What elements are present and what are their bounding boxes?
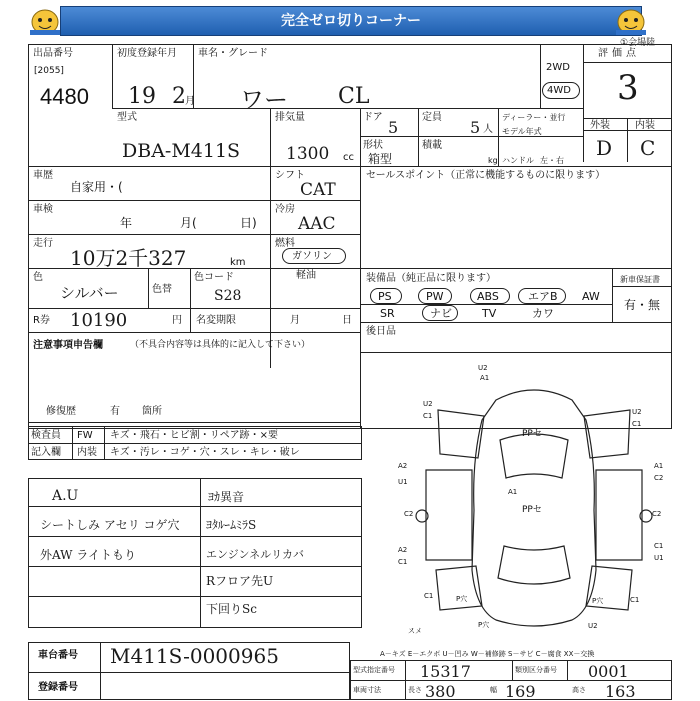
rear-seat-label: 後日品: [366, 326, 396, 337]
mark-phole-br: P穴: [592, 597, 604, 605]
exterior-value: D: [596, 136, 613, 160]
warranty-value: 有・無: [624, 298, 661, 312]
inspection-day: 日): [240, 216, 257, 230]
entry-label: 記入欄: [31, 447, 61, 458]
score-label: 評価点: [598, 48, 640, 59]
mark-sume: スメ: [408, 627, 422, 635]
mark-a1-right: A1: [654, 462, 664, 470]
size-label: 車両寸法: [353, 686, 381, 694]
notes-label: 注意事項申告欄: [33, 340, 103, 351]
score-value: 3: [617, 68, 639, 108]
shape-label: 形状: [363, 140, 383, 151]
mascot-right-icon: [614, 6, 648, 36]
inspection-label: 車検: [33, 204, 53, 215]
color-value: シルバー: [60, 284, 119, 302]
handle-value: 左・右: [540, 156, 564, 165]
mark-c1-right: C1: [632, 420, 642, 428]
fuel-label: 燃料: [275, 238, 295, 249]
size-length-label: 長さ: [408, 686, 422, 694]
mark-c2-left: C2: [404, 510, 414, 518]
mascot-left-icon: [28, 6, 62, 36]
entry-items: キズ・汚レ・コゲ・穴・スレ・キレ・破レ: [110, 447, 300, 458]
shape-value: 箱型: [368, 152, 393, 166]
reg-number-label: 登録番号: [38, 682, 78, 693]
type-value: DBA-M411S: [122, 140, 241, 162]
repair-label: 修復歴: [46, 406, 76, 417]
registration-month: 2: [172, 84, 186, 109]
equip-pw: PW: [426, 290, 444, 303]
interior-label: 内装: [635, 120, 655, 131]
handle-label: ハンドル: [502, 156, 534, 165]
color-label: 色: [33, 272, 43, 283]
mark-a1-center: A1: [508, 488, 518, 496]
model-year-label: モデル年式: [502, 127, 542, 136]
inspection-year: 年: [120, 216, 133, 230]
class-value: 0001: [588, 662, 629, 681]
mark-u2-right: U2: [632, 408, 642, 416]
equip-navi: ナビ: [430, 307, 452, 320]
shift-label: シフト: [275, 170, 305, 181]
recycle-label: R券: [33, 315, 50, 326]
registration-month-unit: 月: [185, 96, 195, 107]
registration-label: 初度登録年月: [117, 48, 177, 59]
color-code-label: 色コード: [194, 272, 234, 283]
remark-right-4: Rフロア先U: [206, 574, 274, 588]
aircon-label: 冷房: [275, 204, 295, 215]
damage-legend: A－キズ E－エクボ U－凹み W－補修跡 S－サビ C－腐食 XX－交換: [380, 650, 595, 658]
fuel-opt2: 軽油: [296, 270, 316, 281]
dealer-label: ディーラー・並行: [502, 113, 566, 122]
mark-phole-bl: P穴: [456, 595, 468, 603]
drive-4wd: 4WD: [547, 85, 571, 96]
mark-c1-br: C1: [630, 596, 640, 604]
interior-value: C: [640, 136, 656, 160]
mark-u2-left: U2: [423, 400, 433, 408]
inspection-month: 月(: [180, 216, 197, 230]
chassis-value: M411S-0000965: [110, 644, 279, 668]
venue-label: ①会場陸: [620, 38, 656, 48]
doors-value: 5: [388, 118, 399, 137]
mark-ppse-top: PPセ: [522, 429, 542, 439]
name-change-month: 月: [290, 315, 300, 326]
registration-year: 19: [128, 84, 156, 109]
type-no-value: 15317: [420, 662, 471, 681]
mark-c1-right2: C1: [654, 542, 664, 550]
notes-hint: （不具合内容等は具体的に記入して下さい）: [130, 340, 311, 350]
drive-2wd: 2WD: [546, 62, 570, 73]
remark-left-2: シートしみ アセリ コゲ穴: [40, 518, 180, 532]
type-no-label: 型式指定番号: [353, 666, 395, 674]
load-label: 積載: [422, 140, 442, 151]
lot-label: 出品番号: [33, 48, 73, 59]
checker-row-label: FW: [77, 430, 93, 441]
equip-leather: カワ: [532, 307, 554, 320]
chassis-label: 車台番号: [38, 650, 78, 661]
doors-label: ドア: [363, 112, 383, 123]
capacity-value: 5: [470, 118, 481, 137]
mileage-label: 走行: [33, 238, 53, 249]
mark-a2-left: A2: [398, 462, 408, 470]
remark-left-3: 外AW ライトもり: [40, 548, 136, 562]
history-value: 自家用・(: [70, 180, 123, 194]
mileage-unit: km: [230, 257, 246, 268]
banner-title: 完全ゼロ切りコーナー: [281, 13, 421, 29]
banner: [60, 6, 642, 36]
mileage-value: 10万2千327: [70, 246, 187, 270]
equip-ps: PS: [378, 290, 392, 303]
mark-a2-left2: A2: [398, 546, 408, 554]
size-height-value: 163: [605, 682, 636, 701]
repair-value: 有: [110, 406, 120, 417]
type-label: 型式: [117, 112, 137, 123]
name-change-label: 名変期限: [196, 315, 236, 326]
checker-label: 検査員: [31, 430, 61, 441]
equip-abs: ABS: [477, 290, 499, 303]
remark-right-2: ﾖﾀﾙｰﾑﾐﾗS: [206, 518, 257, 532]
mark-ppse-center: PPセ: [522, 505, 542, 515]
class-label: 類別区分番号: [515, 666, 557, 674]
recycle-unit: 円: [172, 315, 182, 326]
mark-c2-right2: C2: [652, 510, 662, 518]
mark-c2-right: C2: [654, 474, 664, 482]
equipment-label: 装備品（純正品に限ります）: [366, 273, 496, 284]
remark-right-1: ﾖｶ異音: [208, 490, 245, 504]
displacement-value: 1300: [286, 144, 330, 164]
equip-sr: SR: [380, 307, 395, 320]
mark-phole-bottom: P穴: [478, 621, 490, 629]
color-tone-label: 色替: [152, 284, 172, 295]
mark-u2-top: U2: [478, 364, 488, 372]
model-label: 車名・グレード: [198, 48, 268, 59]
model-name: ワー: [240, 86, 288, 114]
checker-items: キズ・飛石・ヒビ割・リペア跡・×要: [110, 430, 278, 441]
mark-u2-bottom: U2: [588, 622, 598, 630]
size-length-value: 380: [425, 682, 456, 701]
aircon-value: AAC: [298, 214, 336, 234]
load-unit: kg: [488, 156, 498, 165]
lot-number: 4480: [40, 84, 89, 109]
mark-a1-top: A1: [480, 374, 490, 382]
remark-right-5: 下回りSc: [206, 602, 257, 616]
name-change-day: 日: [342, 315, 352, 326]
shift-value: CAT: [300, 180, 336, 200]
mark-c1-left2: C1: [398, 558, 408, 566]
mark-c1-left: C1: [423, 412, 433, 420]
recycle-value: 10190: [70, 310, 128, 331]
size-height-label: 高さ: [572, 686, 586, 694]
sales-point-label: セールスポイント（正常に機能するものに限ります）: [366, 170, 606, 181]
equip-tv: TV: [482, 307, 497, 320]
history-label: 車歴: [33, 170, 53, 181]
equip-airbag: エアB: [528, 290, 558, 303]
color-code-value: S28: [214, 288, 242, 304]
exterior-label: 外装: [590, 120, 610, 131]
size-width-label: 幅: [490, 686, 497, 694]
capacity-unit: 人: [483, 124, 493, 135]
remark-right-3: エンジンネルリカバ: [206, 548, 305, 561]
remark-left-1: A.U: [52, 488, 79, 504]
model-grade: CL: [338, 84, 370, 109]
mark-c1-bl: C1: [424, 592, 434, 600]
equip-aw: AW: [582, 290, 600, 303]
lot-code: [2055]: [34, 66, 64, 76]
capacity-label: 定員: [422, 112, 442, 123]
displacement-label: 排気量: [275, 112, 305, 123]
repair-sub: 箇所: [142, 406, 162, 417]
warranty-label: 新車保証書: [620, 275, 660, 284]
mark-u1-right: U1: [654, 554, 664, 562]
displacement-unit: cc: [343, 152, 354, 163]
fuel-opt1: ガソリン: [292, 251, 332, 262]
entry-row-label: 内装: [77, 447, 97, 458]
mark-u1-left: U1: [398, 478, 408, 486]
size-width-value: 169: [505, 682, 536, 701]
